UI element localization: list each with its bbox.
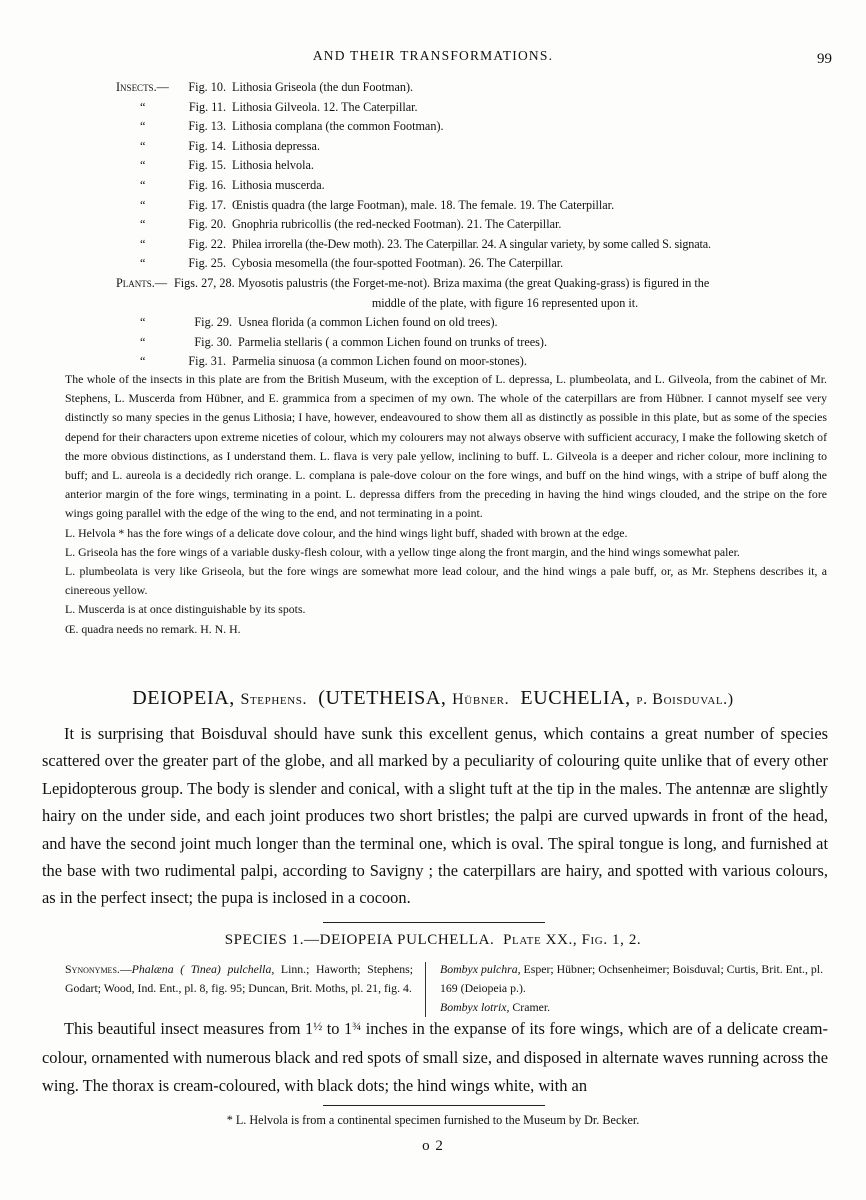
signature-mark: o 2 <box>422 1138 444 1154</box>
running-title: AND THEIR TRANSFORMATIONS. <box>312 48 554 63</box>
note-helvola: L. Helvola * has the fore wings of a delicate dove colour, and the hind wings light buff, shaded with brown at the edge. <box>65 525 628 540</box>
note-griseola: L. Griseola has the fore wings of a variable dusky-flesh colour, with a yellow tinge along the front margin, and the hind wings somewhat paler. <box>65 544 740 559</box>
synonyms-left: Synonymes.—Phalæna ( Tinea) pulchella, Linn.; Haworth; Stephens; Godart; Wood, Ind. Ent., pl. 8, fig. 95; Duncan, Brit. Moths, pl. 21, fig. 4. <box>65 962 414 995</box>
synonyms-right: Bombyx pulchra, Esper; Hübner; Ochsenheimer; Boisduval; Curtis, Brit. Ent., pl. 169 (Deiopeia p.). Bombyx lotrix, Cramer. <box>440 962 824 1014</box>
plate-list-item: Plants.— Figs. 27, 28. Myosotis palustris (the Forget-me-not). Briza maxima (the great Quaking-grass) is figured in the middle of the plate, with figure 16 represented upon it. <box>116 274 832 313</box>
synonyms-separator <box>425 962 426 1017</box>
genus-heading: DEIOPEIA, Stephens. (UTETHEISA, Hübner. EUCHELIA, p. Boisduval.) <box>132 687 734 709</box>
plate-explanation <box>116 78 832 372</box>
plate-list-item: “ Fig. 13. Lithosia complana (the common Footman). <box>140 119 444 134</box>
genus-description: It is surprising that Boisduval should have sunk this excellent genus, which contains a great number of species scattered over the greater part of the globe, and all marked by a peculiarity of colouring quite unlike that of every other Lepidopterous group. The body is slender and conical, with a slight tuft at the tip in the males. The antennæ are slightly hairy on the under side, and each joint produces two short bristles; the palpi are curved upwards in front of the head, and have the second joint much longer than the terminal one, which is oval. The spiral tongue is long, and furnished at the base with two rudimental palpi, according to Savigny ; the caterpillars are hairy, and spotted with various colours, as in the perfect insect; the pupa is inclosed in a cocoon. <box>42 724 828 908</box>
footnote: * L. Helvola is from a continental specimen furnished to the Museum by Dr. Becker. <box>226 1113 640 1127</box>
plate-list-item: “ Fig. 31. Parmelia sinuosa (a common Lichen found on moor-stones). <box>140 354 527 369</box>
insects-label: Insects.— <box>116 80 169 94</box>
synonyms-block <box>65 960 828 1017</box>
footnote-divider <box>323 1105 545 1106</box>
plate-list-item: “ Fig. 25. Cybosia mesomella (the four-spotted Footman). 26. The Caterpillar. <box>140 256 564 271</box>
species-heading: SPECIES 1.—DEIOPEIA PULCHELLA. Plate XX., Fig. 1, 2. <box>224 932 642 948</box>
note-muscerda: L. Muscerda is at once distinguishable by its spots. <box>65 602 306 617</box>
plate-list-item: “ Fig. 15. Lithosia helvola. <box>140 158 314 173</box>
plate-list-item: “ Fig. 22. Philea irrorella (the-Dew moth). 23. The Caterpillar. 24. A singular variety, by some called S. signata. <box>140 236 711 251</box>
plate-list-item: “ Fig. 29. Usnea florida (a common Lichen found on old trees). <box>140 315 498 330</box>
plate-list-item: Insects.— Fig. 10. Lithosia Griseola (the dun Footman). <box>116 78 832 98</box>
plate-list-item: “ Fig. 14. Lithosia depressa. <box>140 138 320 153</box>
page-number: 99 <box>817 51 832 67</box>
plate-list-item: “ Fig. 20. Gnophria rubricollis (the red-necked Footman). 21. The Caterpillar. <box>140 217 562 232</box>
section-divider <box>323 922 545 923</box>
plate-list-item: “ Fig. 17. Œnistis quadra (the large Footman), male. 18. The female. 19. The Caterpillar. <box>140 197 615 212</box>
plants-label: Plants.— <box>116 275 168 290</box>
note-plumbeolata: L. plumbeolata is very like Griseola, but the fore wings are somewhat more lead colour, and the hind wings a pale buff, or, as Mr. Stephens describes it, a cinereous yellow. <box>65 564 827 598</box>
plate-list-item: “ Fig. 16. Lithosia muscerda. <box>140 177 325 192</box>
plate-list-item: “ Fig. 30. Parmelia stellaris ( a common Lichen found on trunks of trees). <box>140 334 548 349</box>
notes-section <box>65 370 827 639</box>
plate-list-item: “ Fig. 11. Lithosia Gilveola. 12. The Caterpillar. <box>140 99 418 114</box>
note-quadra: Œ. quadra needs no remark. H. N. H. <box>65 621 241 636</box>
notes-paragraph: The whole of the insects in this plate are from the British Museum, with the exception of L. depressa, L. plumbeolata, and L. Gilveola, from the cabinet of Mr. Stephens, L. Muscerda from Hübner, and E. grammica from a specimen of my own. The whole of the caterpillars are from Hübner. I cannot myself see very distinctly so many species in the genus Lithosia; I have, however, endeavoured to show them all as distinctly as possible in this plate, but as some of the species depend for their characters upon extreme niceties of colour, which my colourers may not always observe with sufficient accuracy, I make the following sketch of the more obvious distinctions, as I understand them. L. flava is very pale yellow, inclining to buff. L. Gilveola is a deeper and richer colour, more inclining to buff; and L. aureola is a decidedly rich orange. L. complana is pale-dove colour on the fore wings, and buff on the hind wings, with a stripe of buff along the anterior margin of the fore wings, terminating in a point. L. depressa differs from the preceding in having the hind wings clouded, and the stripe on the fore wings going parallel with the edge of the wing to the end, and not terminating in a point. <box>65 372 827 521</box>
species-description: This beautiful insect measures from $1^{\frac{1}{2}}$ to $1^{\frac{3}{4}}$ inches in the expanse of its fore wings, which are of a delicate cream-colour, ornamented with numerous black and red spots of small size, and disposed in alternate waves running across the wing. The thorax is cream-coloured, with black dots; the hind wings white, with an <box>42 1019 829 1095</box>
